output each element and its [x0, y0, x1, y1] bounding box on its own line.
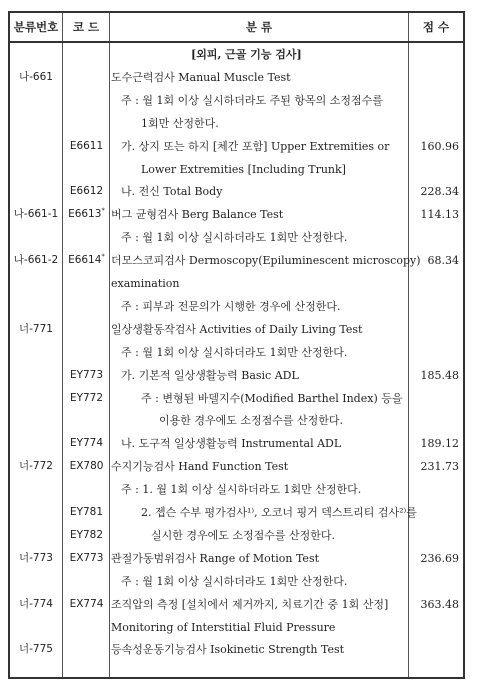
code-text: E6613: [68, 208, 102, 221]
code-cell: [64, 203, 109, 226]
code-cell: [64, 226, 109, 249]
table-row: [10, 89, 463, 112]
code-text: EY774: [69, 437, 104, 450]
class-number-cell: [10, 364, 62, 387]
code-text: EY781: [69, 506, 104, 518]
score-cell: [399, 341, 459, 364]
item-description: 나. 전신 Total Body: [121, 185, 223, 199]
header-classification: 분 류: [245, 20, 273, 34]
code-cell: [64, 295, 109, 318]
score-cell: 189.12: [420, 437, 459, 451]
class-number-cell: [10, 158, 62, 181]
score-cell: 160.96: [420, 139, 459, 153]
score-cell: [399, 89, 459, 112]
code-marker: *: [101, 206, 105, 215]
header-score: 점 수: [422, 20, 450, 34]
score-cell: [399, 272, 459, 295]
class-number-cell: [10, 409, 62, 432]
code-cell: [64, 616, 109, 639]
table-row: [10, 570, 463, 593]
item-description: Lower Extremities [Including Trunk]: [141, 162, 346, 176]
item-description: 조직압의 측정 [설치에서 제거까지, 치료기간 중 1회 산정]: [111, 597, 389, 611]
class-number-cell: 너-771: [19, 322, 53, 335]
code-text: EX774: [69, 597, 104, 610]
table-row: [10, 66, 463, 89]
class-number-cell: 너-775: [19, 643, 53, 656]
score-cell: [399, 501, 459, 524]
table-row: [10, 295, 463, 318]
class-number-cell: [10, 341, 62, 364]
class-number-cell: [10, 43, 62, 66]
item-description: 버그 균형검사 Berg Balance Test: [111, 208, 284, 222]
score-cell: [399, 43, 459, 66]
class-number-cell: [10, 135, 62, 158]
item-description: Monitoring of Interstitial Fluid Pressure: [111, 620, 336, 634]
code-cell: [64, 180, 109, 203]
class-number-cell: [10, 432, 62, 455]
table-row: [10, 547, 463, 570]
code-cell: [64, 66, 109, 89]
class-number-cell: [10, 570, 62, 593]
table-row: [10, 524, 463, 547]
item-description: 도수근력검사 Manual Muscle Test: [111, 70, 291, 84]
table-row: [10, 180, 463, 203]
item-description: 나. 도구적 일상생활능력 Instrumental ADL: [121, 437, 342, 451]
class-number-cell: [10, 295, 62, 318]
item-description: 주 : 월 1회 이상 실시하더라도 주된 항목의 소정점수를: [121, 93, 383, 107]
code-text: EY782: [69, 528, 104, 541]
score-cell: 185.48: [420, 368, 459, 382]
code-text: EY773: [69, 368, 104, 381]
item-description: 가. 상지 또는 하지 [체간 포함] Upper Extremities or: [121, 139, 390, 153]
table-row: [10, 364, 463, 387]
code-cell: [64, 158, 109, 181]
class-number-cell: [10, 112, 62, 135]
score-cell: [399, 158, 459, 181]
code-text: EX773: [69, 551, 104, 564]
score-cell: [399, 387, 459, 410]
class-number-cell: [10, 616, 62, 639]
table-row: [10, 249, 463, 272]
score-cell: 363.48: [420, 597, 459, 611]
class-number-cell: 너-774: [19, 597, 53, 610]
class-number-cell: 너-773: [19, 551, 53, 564]
code-cell: [64, 593, 109, 616]
code-cell: [64, 638, 109, 661]
fee-schedule-table: [8, 11, 465, 679]
code-text: E6611: [69, 139, 104, 152]
item-description: 이용한 경우에도 소정점수를 산정한다.: [159, 414, 344, 428]
code-text: EX780: [69, 460, 104, 473]
class-number-cell: [10, 387, 62, 410]
code-cell: [64, 455, 109, 478]
class-number-cell: 너-772: [19, 460, 53, 473]
code-cell: [64, 432, 109, 455]
item-description: 주 : 1. 월 1회 이상 실시하더라도 1회만 산정한다.: [121, 483, 362, 497]
score-cell: [399, 616, 459, 639]
code-cell: [64, 249, 109, 272]
class-number-cell: [10, 501, 62, 524]
table-row: [10, 409, 463, 432]
item-description: 수지기능검사 Hand Function Test: [111, 460, 289, 474]
code-cell: [64, 43, 109, 66]
code-marker: *: [101, 252, 105, 261]
table-row: [10, 203, 463, 226]
code-cell: [64, 478, 109, 501]
item-description: examination: [111, 277, 180, 290]
table-row: [10, 432, 463, 455]
item-description: 관절가동범위검사 Range of Motion Test: [111, 551, 320, 565]
table-row: [10, 158, 463, 181]
item-description: 주 : 월 1회 이상 실시하더라도 1회만 산정한다.: [121, 574, 348, 588]
table-row: [10, 272, 463, 295]
item-description: 주 : 월 1회 이상 실시하더라도 1회만 산정한다.: [121, 231, 348, 245]
score-cell: [399, 638, 459, 661]
score-cell: [399, 66, 459, 89]
class-number-cell: 나-661-1: [13, 208, 59, 221]
score-cell: [399, 295, 459, 318]
code-text: E6614: [68, 254, 102, 267]
code-cell: [64, 409, 109, 432]
class-number-cell: [10, 180, 62, 203]
table-row: [10, 455, 463, 478]
section-heading: [외피, 근골 기능 검사]: [191, 48, 302, 61]
score-cell: 68.34: [427, 254, 459, 268]
table-row: [10, 478, 463, 501]
code-text: EY772: [69, 391, 104, 404]
code-cell: [64, 135, 109, 158]
code-cell: [64, 272, 109, 295]
item-description: 주 : 변형된 바델지수(Modified Barthel Index) 등을: [141, 391, 403, 405]
header-class-number: 분류번호: [13, 20, 59, 34]
class-number-cell: [10, 272, 62, 295]
code-cell: [64, 524, 109, 547]
code-cell: [64, 387, 109, 410]
table-row: [10, 387, 463, 410]
table-row: [10, 43, 463, 66]
score-cell: [399, 318, 459, 341]
table-row: [10, 638, 463, 661]
score-cell: 231.73: [420, 460, 459, 474]
class-number-cell: [10, 478, 62, 501]
class-number-cell: 나-661: [19, 70, 53, 83]
score-cell: [399, 112, 459, 135]
code-cell: [64, 501, 109, 524]
table-row: [10, 616, 463, 639]
item-description: 실시한 경우에도 소정점수를 산정한다.: [151, 528, 336, 542]
code-cell: [64, 112, 109, 135]
code-cell: [64, 341, 109, 364]
class-number-cell: [10, 524, 62, 547]
class-number-cell: [10, 89, 62, 112]
code-cell: [64, 89, 109, 112]
code-cell: [64, 364, 109, 387]
table-row: [10, 501, 463, 524]
table-row: [10, 135, 463, 158]
score-cell: [399, 478, 459, 501]
score-cell: [399, 570, 459, 593]
class-number-cell: [10, 226, 62, 249]
score-cell: 228.34: [420, 185, 459, 199]
table-row: [10, 112, 463, 135]
item-description: 가. 기본적 일상생활능력 Basic ADL: [121, 368, 299, 382]
table-row: [10, 318, 463, 341]
item-description: 2. 젭슨 수부 평가검사¹⁾, 오코너 핑거 덱스트리티 검사²⁾를: [141, 506, 417, 519]
code-cell: [64, 570, 109, 593]
item-description: 1회만 산정한다.: [141, 116, 219, 130]
code-cell: [64, 318, 109, 341]
item-description: 등속성운동기능검사 Isokinetic Strength Test: [111, 643, 345, 657]
score-cell: [399, 524, 459, 547]
table-row: [10, 593, 463, 616]
item-description: 더모스코피검사 Dermoscopy(Epiluminescent microscopy): [111, 254, 421, 268]
item-description: 주 : 피부과 전문의가 시행한 경우에 산정한다.: [121, 299, 341, 313]
header-code: 코 드: [72, 20, 100, 34]
score-cell: 114.13: [420, 208, 459, 222]
table-row: [10, 341, 463, 364]
table-row: [10, 226, 463, 249]
score-cell: 236.69: [420, 551, 459, 565]
code-cell: [64, 547, 109, 570]
score-cell: [399, 226, 459, 249]
score-cell: [399, 409, 459, 432]
item-description: 일상생활동작검사 Activities of Daily Living Test: [111, 322, 363, 336]
item-description: 주 : 월 1회 이상 실시하더라도 1회만 산정한다.: [121, 345, 348, 359]
class-number-cell: 나-661-2: [13, 254, 59, 267]
code-text: E6612: [69, 185, 104, 198]
